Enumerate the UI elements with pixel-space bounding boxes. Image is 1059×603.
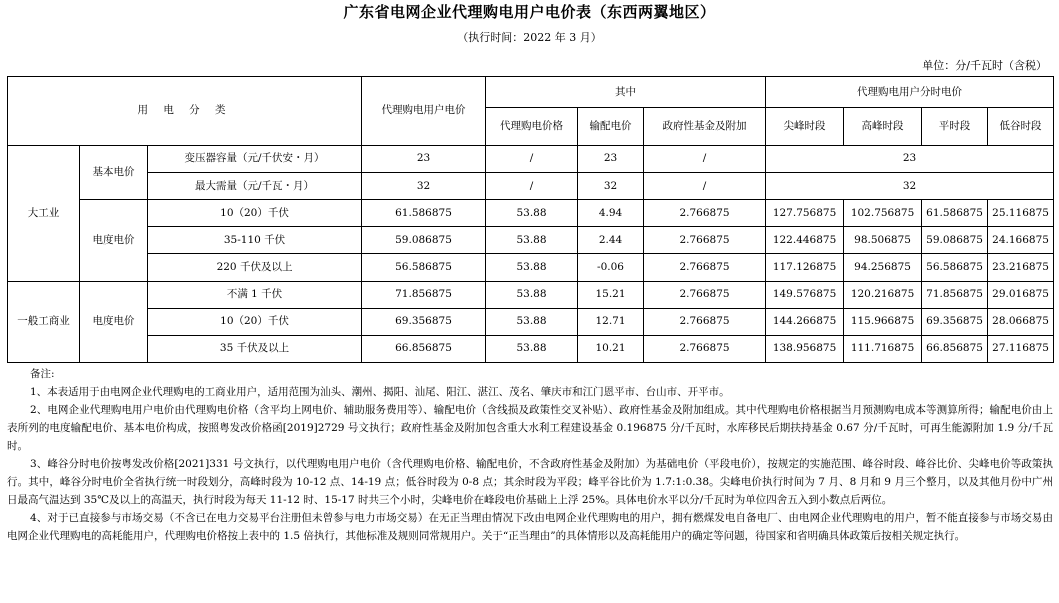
- cell-transmission: 4.94: [578, 200, 644, 227]
- cell-low: 23.216875: [988, 254, 1054, 281]
- cell-agent: 61.586875: [362, 200, 486, 227]
- cell-fund: 2.766875: [644, 335, 766, 362]
- cell-agent: 32: [362, 173, 486, 200]
- cell-flat: 56.586875: [922, 254, 988, 281]
- cell-transmission: 15.21: [578, 281, 644, 308]
- note-item: 4、对于已直接参与市场交易（不含已在电力交易平台注册但未曾参与电力市场交易）在无正当理由情况下改由电网企业代理购电的用户，拥有燃煤发电自备电厂、由电网企业代理购电的用户，暂不能直接参与市场交易由电网企业代理购电的高耗能用户，代理购电价格按上表中的 1.5 倍执行，其他标准及规则同常规用户。关于“正当理由”的具体情形以及高耗能用户的确定等问题，待国家和省明确具体政策后按相关规定执行。: [7, 512, 1053, 542]
- cell-purchase: /: [486, 173, 578, 200]
- cell-fund: /: [644, 145, 766, 172]
- cell-purchase: 53.88: [486, 200, 578, 227]
- cell-flat: 61.586875: [922, 200, 988, 227]
- cell-peak: 149.576875: [766, 281, 844, 308]
- table-row: [8, 281, 1054, 308]
- header-of-which: 其中: [486, 77, 766, 108]
- cell-flat: 69.356875: [922, 308, 988, 335]
- cell-transmission: -0.06: [578, 254, 644, 281]
- row-name: 变压器容量（元/千伏安・月）: [148, 145, 362, 172]
- cell-fund: /: [644, 173, 766, 200]
- cell-transmission: 32: [578, 173, 644, 200]
- cell-agent: 23: [362, 145, 486, 172]
- subgroup-energy-price: 电度电价: [80, 281, 148, 363]
- cell-transmission: 10.21: [578, 335, 644, 362]
- cell-purchase: 53.88: [486, 227, 578, 254]
- table-row: [8, 200, 1054, 227]
- group-general-commerce: 一般工商业: [8, 281, 80, 363]
- cell-high: 111.716875: [844, 335, 922, 362]
- cell-transmission: 2.44: [578, 227, 644, 254]
- cell-purchase: 53.88: [486, 281, 578, 308]
- header-row-1: [8, 77, 1054, 108]
- cell-peak: 127.756875: [766, 200, 844, 227]
- cell-high: 94.256875: [844, 254, 922, 281]
- notes-heading: 备注:: [30, 368, 55, 380]
- notes-section: [7, 365, 1053, 545]
- header-category: 用 电 分 类: [8, 77, 362, 146]
- cell-high: 98.506875: [844, 227, 922, 254]
- note-item: 3、峰谷分时电价按粤发改价格[2021]331 号文执行，以代理购电用户电价（含代理购电价格、输配电价，不含政府性基金及附加）为基础电价（平段电价），按规定的实施范围、峰谷时段、峰谷比价、尖峰电价等政策执行。其中，峰谷分时电价全省执行统一时段划分，高峰时段为 10-12 点、14-19 点；低谷时段为 0-8 点；其余时段为平段；峰平谷比价为 1.7:1:0.38。尖峰电价执行时间为 7 月、8 月和 9 月三个整月，以及其他月份中广州日最高气温达到 35℃及以上的高温天，执行时段为每天 11-12 时、15-17 时共三个小时，尖峰电价在峰段电价基础上上浮 25%。具体电价水平以分/千瓦时为单位四舍五入到小数点后两位。: [7, 458, 1053, 506]
- row-name: 220 千伏及以上: [148, 254, 362, 281]
- cell-purchase: 53.88: [486, 308, 578, 335]
- cell-low: 24.166875: [988, 227, 1054, 254]
- table-row: [8, 335, 1054, 362]
- group-large-industry: 大工业: [8, 145, 80, 281]
- cell-peak: 144.266875: [766, 308, 844, 335]
- cell-low: 27.116875: [988, 335, 1054, 362]
- row-name: 10（20）千伏: [148, 200, 362, 227]
- unit-label: 单位：分/千瓦时（含税）: [922, 59, 1047, 72]
- cell-fund: 2.766875: [644, 308, 766, 335]
- cell-peak: 138.956875: [766, 335, 844, 362]
- effective-date: （执行时间：2022 年 3 月）: [457, 31, 602, 44]
- header-tou: 代理购电用户分时电价: [766, 77, 1054, 108]
- header-transmission-price: 输配电价: [578, 108, 644, 146]
- cell-low: 28.066875: [988, 308, 1054, 335]
- cell-agent: 59.086875: [362, 227, 486, 254]
- cell-high: 115.966875: [844, 308, 922, 335]
- cell-tou: 32: [766, 173, 1054, 200]
- cell-low: 25.116875: [988, 200, 1054, 227]
- cell-tou: 23: [766, 145, 1054, 172]
- row-name: 35-110 千伏: [148, 227, 362, 254]
- header-peak: 尖峰时段: [766, 108, 844, 146]
- table-row: [8, 227, 1054, 254]
- cell-purchase: 53.88: [486, 254, 578, 281]
- cell-fund: 2.766875: [644, 254, 766, 281]
- cell-agent: 56.586875: [362, 254, 486, 281]
- header-gov-fund: 政府性基金及附加: [644, 108, 766, 146]
- cell-flat: 59.086875: [922, 227, 988, 254]
- document-title: 广东省电网企业代理购电用户电价表（东西两翼地区）: [343, 3, 716, 21]
- cell-purchase: 53.88: [486, 335, 578, 362]
- cell-high: 120.216875: [844, 281, 922, 308]
- table-row: [8, 254, 1054, 281]
- cell-peak: 122.446875: [766, 227, 844, 254]
- cell-peak: 117.126875: [766, 254, 844, 281]
- table-row: [8, 173, 1054, 200]
- header-flat: 平时段: [922, 108, 988, 146]
- cell-transmission: 23: [578, 145, 644, 172]
- cell-agent: 66.856875: [362, 335, 486, 362]
- table-row: [8, 145, 1054, 172]
- cell-high: 102.756875: [844, 200, 922, 227]
- note-item: 1、本表适用于由电网企业代理购电的工商业用户，适用范围为汕头、潮州、揭阳、汕尾、阳江、湛江、茂名、肇庆市和江门恩平市、台山市、开平市。: [30, 386, 730, 398]
- row-name: 最大需量（元/千瓦・月）: [148, 173, 362, 200]
- header-low: 低谷时段: [988, 108, 1054, 146]
- header-agent-price: 代理购电用户电价: [362, 77, 486, 146]
- subgroup-basic-price: 基本电价: [80, 145, 148, 199]
- cell-transmission: 12.71: [578, 308, 644, 335]
- cell-low: 29.016875: [988, 281, 1054, 308]
- note-item: 2、电网企业代理购电用户电价由代理购电价格（含平均上网电价、辅助服务费用等）、输配电价（含线损及政策性交叉补贴）、政府性基金及附加组成。其中代理购电价格根据当月预测购电成本等测算所得；输配电价由上表所列的电度输配电价、基本电价构成，按照粤发改价格函[2019]2729 号文执行；政府性基金及附加包含重大水利工程建设基金 0.196875 分/千瓦时，水库移民后期扶持基金 0.67 分/千瓦时，可再生能源附加 1.9 分/千瓦时。: [7, 404, 1053, 452]
- table-row: [8, 308, 1054, 335]
- cell-fund: 2.766875: [644, 281, 766, 308]
- cell-fund: 2.766875: [644, 200, 766, 227]
- cell-agent: 71.856875: [362, 281, 486, 308]
- cell-purchase: /: [486, 145, 578, 172]
- price-table: [7, 76, 1054, 363]
- cell-agent: 69.356875: [362, 308, 486, 335]
- cell-fund: 2.766875: [644, 227, 766, 254]
- subgroup-energy-price: 电度电价: [80, 200, 148, 281]
- row-name: 10（20）千伏: [148, 308, 362, 335]
- cell-flat: 71.856875: [922, 281, 988, 308]
- cell-flat: 66.856875: [922, 335, 988, 362]
- row-name: 35 千伏及以上: [148, 335, 362, 362]
- header-high: 高峰时段: [844, 108, 922, 146]
- header-purchase-price: 代理购电价格: [486, 108, 578, 146]
- row-name: 不满 1 千伏: [148, 281, 362, 308]
